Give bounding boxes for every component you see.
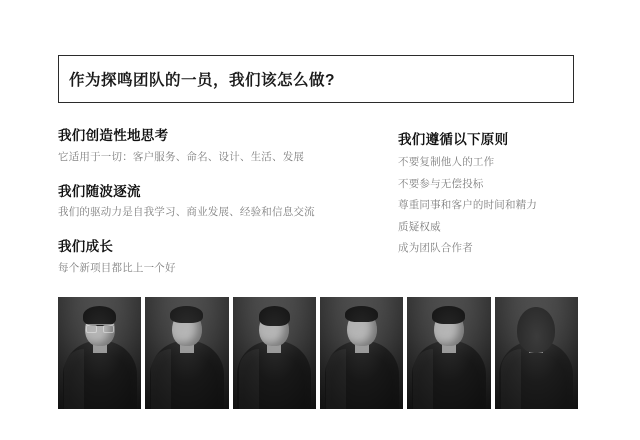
team-member-portrait-6 bbox=[495, 297, 578, 409]
content-block bbox=[58, 239, 398, 276]
headline-box bbox=[58, 55, 574, 103]
list-item: 不要复制他人的工作 bbox=[398, 156, 495, 168]
content-columns bbox=[58, 128, 578, 276]
principles-list bbox=[398, 157, 578, 254]
team-member-portrait-3 bbox=[233, 297, 316, 409]
team-member-portrait-1 bbox=[58, 297, 141, 409]
block-subtitle: 它适用于一切：客户服务、命名、设计、生活、发展 bbox=[58, 150, 305, 163]
block-title: 我们成长 bbox=[58, 239, 114, 255]
block-subtitle: 我们的驱动力是自我学习、商业发展、经验和信息交流 bbox=[58, 206, 315, 219]
list-item: 尊重同事和客户的时间和精力 bbox=[398, 199, 538, 211]
right-column bbox=[398, 128, 578, 276]
list-item: 成为团队合作者 bbox=[398, 242, 473, 254]
block-subtitle: 每个新项目都比上一个好 bbox=[58, 262, 176, 274]
list-item: 不要参与无偿投标 bbox=[398, 177, 484, 190]
team-member-portrait-5 bbox=[407, 297, 490, 409]
content-block bbox=[58, 128, 398, 165]
team-photo-strip bbox=[58, 297, 578, 409]
team-member-portrait-2 bbox=[145, 297, 228, 409]
content-block bbox=[58, 184, 398, 221]
principles-title: 我们遵循以下原则 bbox=[398, 132, 509, 147]
left-column bbox=[58, 128, 398, 276]
team-member-portrait-4 bbox=[320, 297, 403, 409]
block-title: 我们创造性地思考 bbox=[58, 128, 169, 143]
block-title: 我们随波逐流 bbox=[58, 183, 141, 199]
page-title: 作为探鸣团队的一员，我们该怎么做? bbox=[69, 72, 335, 89]
list-item: 质疑权威 bbox=[398, 220, 441, 233]
